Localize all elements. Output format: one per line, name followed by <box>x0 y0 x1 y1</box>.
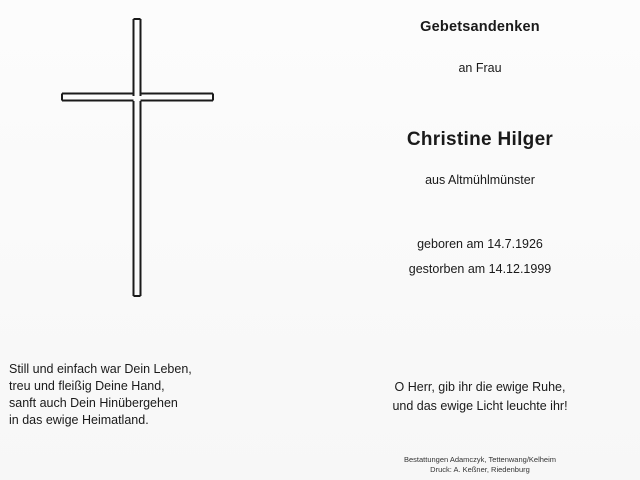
printer-footer <box>320 455 640 475</box>
cross-icon <box>0 0 320 310</box>
poem <box>9 361 192 429</box>
prayer-line: und das ewige Licht leuchte ihr! <box>392 399 568 413</box>
card-heading: Gebetsandenken <box>420 19 540 35</box>
footer-line: Bestattungen Adamczyk, Tettenwang/Kelheim <box>403 455 557 464</box>
poem-line: sanft auch Dein Hinübergehen <box>9 396 178 410</box>
footer-line: Druck: A. Keßner, Riedenburg <box>430 465 530 474</box>
poem-line: treu und fleißig Deine Hand, <box>9 379 165 393</box>
deceased-name: Christine Hilger <box>406 129 554 150</box>
prayer-line: O Herr, gib ihr die ewige Ruhe, <box>394 380 566 394</box>
origin-text: aus Altmühlmünster <box>425 173 535 187</box>
prayer <box>320 378 640 416</box>
poem-line: Still und einfach war Dein Leben, <box>9 362 192 376</box>
intro-text: an Frau <box>458 61 502 75</box>
right-panel <box>320 0 640 480</box>
death-date: gestorben am 14.12.1999 <box>408 262 552 276</box>
poem-line: in das ewige Heimatland. <box>9 413 149 427</box>
birth-date: geboren am 14.7.1926 <box>417 237 543 251</box>
